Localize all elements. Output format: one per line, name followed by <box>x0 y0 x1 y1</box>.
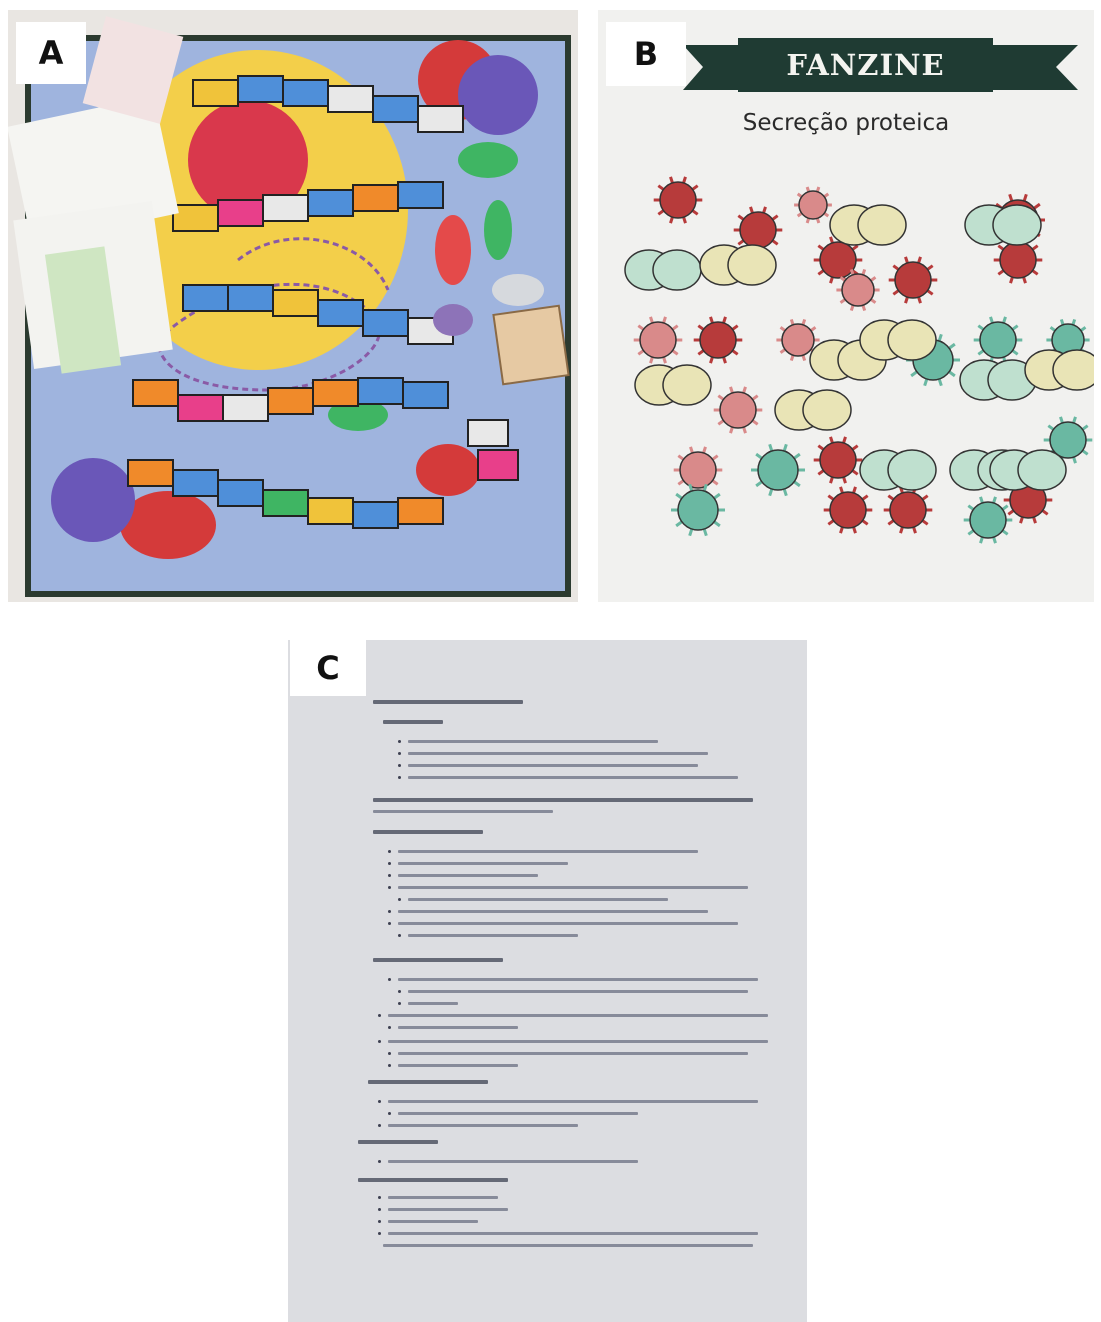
document-bullet <box>398 764 401 767</box>
document-text-line <box>388 1014 768 1017</box>
document-text-line <box>398 874 538 877</box>
document-bullet <box>378 1232 381 1235</box>
document-bullet <box>388 1026 391 1029</box>
document-bullet <box>378 1100 381 1103</box>
document-bullet <box>378 1196 381 1199</box>
virus-drawing <box>974 317 1023 363</box>
virus-drawing <box>674 447 723 493</box>
document-text-line <box>373 810 553 813</box>
fanzine-subtitle: Secreção proteica <box>742 110 950 136</box>
document-text-line <box>408 1002 458 1005</box>
bacteria-drawing <box>625 250 701 290</box>
lesson-plan-document-photo <box>288 640 807 1322</box>
document-bullet <box>398 752 401 755</box>
bacteria-drawing <box>990 450 1066 490</box>
document-text-line <box>408 764 698 767</box>
bacteria-drawing <box>860 450 936 490</box>
virus-drawing <box>824 487 873 533</box>
panel-label-c: C <box>290 640 366 696</box>
document-bullet <box>378 1040 381 1043</box>
document-text-line <box>398 1112 638 1115</box>
document-bullet <box>378 1160 381 1163</box>
bacteria-drawing <box>830 205 906 245</box>
document-bullet <box>388 874 391 877</box>
virus-drawing <box>964 497 1013 543</box>
virus-drawing <box>884 487 933 533</box>
document-bullet <box>388 1112 391 1115</box>
document-bullet <box>398 776 401 779</box>
virus-drawing <box>671 484 725 535</box>
bacteria-drawing <box>960 360 1036 400</box>
document-bullet <box>398 898 401 901</box>
document-bullet <box>398 740 401 743</box>
document-text-line <box>373 830 483 834</box>
document-bullet <box>388 862 391 865</box>
fanzine-photo <box>598 10 1094 602</box>
bacteria-drawing <box>965 205 1041 245</box>
fanzine-banner: FANZINE <box>738 38 993 92</box>
document-text-line <box>398 922 738 925</box>
document-text-line <box>368 1080 488 1084</box>
bacteria-drawing <box>1025 350 1094 390</box>
document-bullet <box>388 910 391 913</box>
document-text-line <box>398 850 698 853</box>
document-text-line <box>408 776 738 779</box>
document-text-line <box>388 1100 758 1103</box>
document-text-line <box>398 1064 518 1067</box>
document-text-line <box>398 978 758 981</box>
virus-drawing <box>889 257 938 303</box>
fanzine-illustration <box>598 10 1094 602</box>
document-bullet <box>388 886 391 889</box>
document-bullet <box>388 1052 391 1055</box>
document-text-line <box>408 898 668 901</box>
bacteria-drawing <box>860 320 936 360</box>
document-text-line <box>398 886 748 889</box>
document-text-line <box>398 862 568 865</box>
virus-drawing <box>794 187 832 223</box>
panel-label-b: B <box>606 22 686 86</box>
document-text-line <box>388 1124 578 1127</box>
board-game-illustration <box>8 10 578 602</box>
virus-drawing <box>694 317 743 363</box>
document-text-line <box>398 910 708 913</box>
document-text-line <box>398 1052 748 1055</box>
document-text-line <box>388 1208 508 1211</box>
document-bullet <box>398 934 401 937</box>
document-text-line <box>358 1178 508 1182</box>
document-bullet <box>378 1124 381 1127</box>
document-text-line <box>373 700 523 704</box>
document-text-line <box>408 990 748 993</box>
panel-label-a: A <box>16 22 86 84</box>
virus-drawing <box>634 317 683 363</box>
document-text-line <box>358 1140 438 1144</box>
document-text-line <box>373 958 503 962</box>
virus-drawing <box>654 177 703 223</box>
document-bullet <box>398 1002 401 1005</box>
document-text-line <box>388 1232 758 1235</box>
document-text-line <box>383 1244 753 1247</box>
virus-drawing <box>814 437 863 483</box>
document-text-line <box>408 934 578 937</box>
bacteria-drawing <box>635 365 711 405</box>
document-bullet <box>398 990 401 993</box>
document-text-line <box>388 1040 768 1043</box>
document-text-line <box>388 1220 478 1223</box>
document-text-line <box>408 740 658 743</box>
document-bullet <box>378 1014 381 1017</box>
virus-drawing <box>751 444 805 495</box>
document-bullet <box>378 1220 381 1223</box>
document-text-line <box>398 1026 518 1029</box>
virus-drawing <box>714 387 763 433</box>
document-bullet <box>388 978 391 981</box>
document-text-line <box>373 798 753 802</box>
document-bullet <box>378 1208 381 1211</box>
document-text-line <box>408 752 708 755</box>
document-bullet <box>388 922 391 925</box>
document-bullet <box>388 850 391 853</box>
document-text-line <box>388 1196 498 1199</box>
board-game-photo <box>8 10 578 602</box>
bacteria-drawing <box>700 245 776 285</box>
document-text-line <box>388 1160 638 1163</box>
bacteria-drawing <box>775 390 851 430</box>
document-text-line <box>383 720 443 724</box>
document-bullet <box>388 1064 391 1067</box>
